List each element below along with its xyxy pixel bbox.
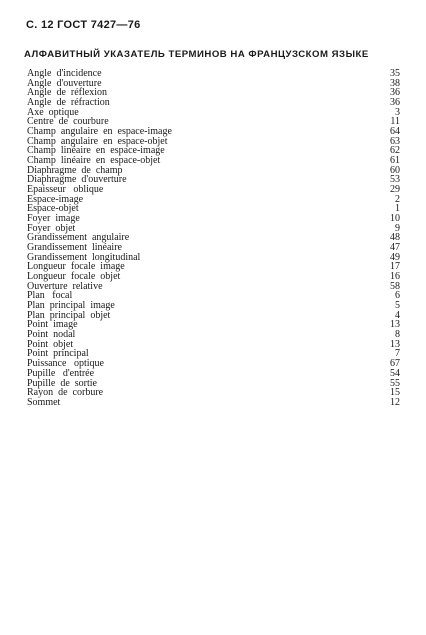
index-page-number: 47 xyxy=(390,242,400,254)
index-term: Puissance optique xyxy=(27,358,104,370)
index-page-number: 49 xyxy=(390,251,400,263)
index-entry xyxy=(27,282,400,292)
index-term: Diaphragme de champ xyxy=(27,164,123,176)
index-term: Foyer objet xyxy=(27,222,76,234)
index-entry xyxy=(27,195,400,205)
index-term: Rayon de corbure xyxy=(27,387,104,399)
index-page-number: 9 xyxy=(395,222,400,234)
index-term: Point nodal xyxy=(27,329,76,341)
index-term: Angle de réflexion xyxy=(27,87,107,99)
index-page-number: 13 xyxy=(390,338,400,350)
index-term: Longueur focale image xyxy=(27,261,125,273)
index-entry xyxy=(27,204,400,214)
page-header: С. 12 ГОСТ 7427—76 xyxy=(26,19,141,31)
index-term: Champ angulaire en espace-objet xyxy=(27,135,168,147)
index-page-number: 15 xyxy=(390,387,400,399)
index-page-number: 67 xyxy=(390,358,400,370)
index-entry xyxy=(27,311,400,321)
index-page-number: 3 xyxy=(395,106,400,118)
index-term: Point principal xyxy=(27,348,89,360)
index-page-number: 36 xyxy=(390,97,400,109)
index-page-number: 58 xyxy=(390,280,400,292)
index-term: Plan principal image xyxy=(27,300,115,312)
index-entry xyxy=(27,388,400,398)
index-entry xyxy=(27,398,400,408)
index-page-number: 63 xyxy=(390,135,400,147)
index-page-number: 13 xyxy=(390,319,400,331)
index-term: Angle d'ouverture xyxy=(27,77,102,89)
index-entry xyxy=(27,98,400,108)
index-page-number: 5 xyxy=(395,300,400,312)
index-term: Centre de courbure xyxy=(27,116,109,128)
index-page-number: 54 xyxy=(390,367,400,379)
index-term: Champ linéaire en espace-objet xyxy=(27,155,161,167)
index-term: Grandissement linéaire xyxy=(27,242,122,254)
index-term: Longueur focale objet xyxy=(27,271,121,283)
index-term: Plan focal xyxy=(27,290,73,302)
index-page-number: 2 xyxy=(395,193,400,205)
index-page-number: 17 xyxy=(390,261,400,273)
index-title: АЛФАВИТНЫЙ УКАЗАТЕЛЬ ТЕРМИНОВ НА ФРАНЦУЗСКОМ ЯЗЫКЕ xyxy=(24,49,369,60)
index-page-number: 35 xyxy=(390,68,400,79)
index-page-number: 64 xyxy=(390,126,400,138)
index-page-number: 10 xyxy=(390,213,400,225)
index-page-number: 36 xyxy=(390,87,400,99)
index-term: Plan principal objet xyxy=(27,309,111,321)
index-page-number: 48 xyxy=(390,232,400,244)
index-page-number: 12 xyxy=(390,396,400,408)
index-term: Pupille d'entrée xyxy=(27,367,95,379)
index-page-number: 7 xyxy=(395,348,400,360)
index-term: Ouverture relative xyxy=(27,280,103,292)
index-page-number: 29 xyxy=(390,184,400,196)
index-page-number: 1 xyxy=(395,203,400,215)
index-entry xyxy=(27,330,400,340)
index-page-number: 38 xyxy=(390,77,400,89)
index-term: Pupille de sortie xyxy=(27,377,97,389)
index-page-number: 8 xyxy=(395,329,400,341)
index-term: Axe optique xyxy=(27,106,79,118)
index-term: Grandissement angulaire xyxy=(27,232,130,244)
index-term: Angle de réfraction xyxy=(27,97,110,109)
index-page-number: 53 xyxy=(390,174,400,186)
index-page-number: 11 xyxy=(390,116,400,128)
term-index xyxy=(27,69,400,408)
index-term: Epaisseur oblique xyxy=(27,184,104,196)
index-page-number: 55 xyxy=(390,377,400,389)
index-term: Angle d'incidence xyxy=(27,68,102,79)
index-page-number: 16 xyxy=(390,271,400,283)
index-term: Espace-objet xyxy=(27,203,79,215)
index-page-number: 6 xyxy=(395,290,400,302)
index-page-number: 62 xyxy=(390,145,400,157)
index-term: Foyer image xyxy=(27,213,80,225)
index-entry xyxy=(27,320,400,330)
index-term: Sommet xyxy=(27,396,61,408)
index-term: Point image xyxy=(27,319,78,331)
index-term: Point objet xyxy=(27,338,74,350)
index-page-number: 4 xyxy=(395,309,400,321)
index-page-number: 60 xyxy=(390,164,400,176)
index-term: Espace-image xyxy=(27,193,84,205)
index-term: Champ angulaire en espace-image xyxy=(27,126,172,138)
index-term: Diaphragme d'ouverture xyxy=(27,174,127,186)
index-page-number: 61 xyxy=(390,155,400,167)
index-entry xyxy=(27,214,400,224)
index-term: Champ linéaire en espace-image xyxy=(27,145,165,157)
index-term: Grandissement longitudinal xyxy=(27,251,141,263)
